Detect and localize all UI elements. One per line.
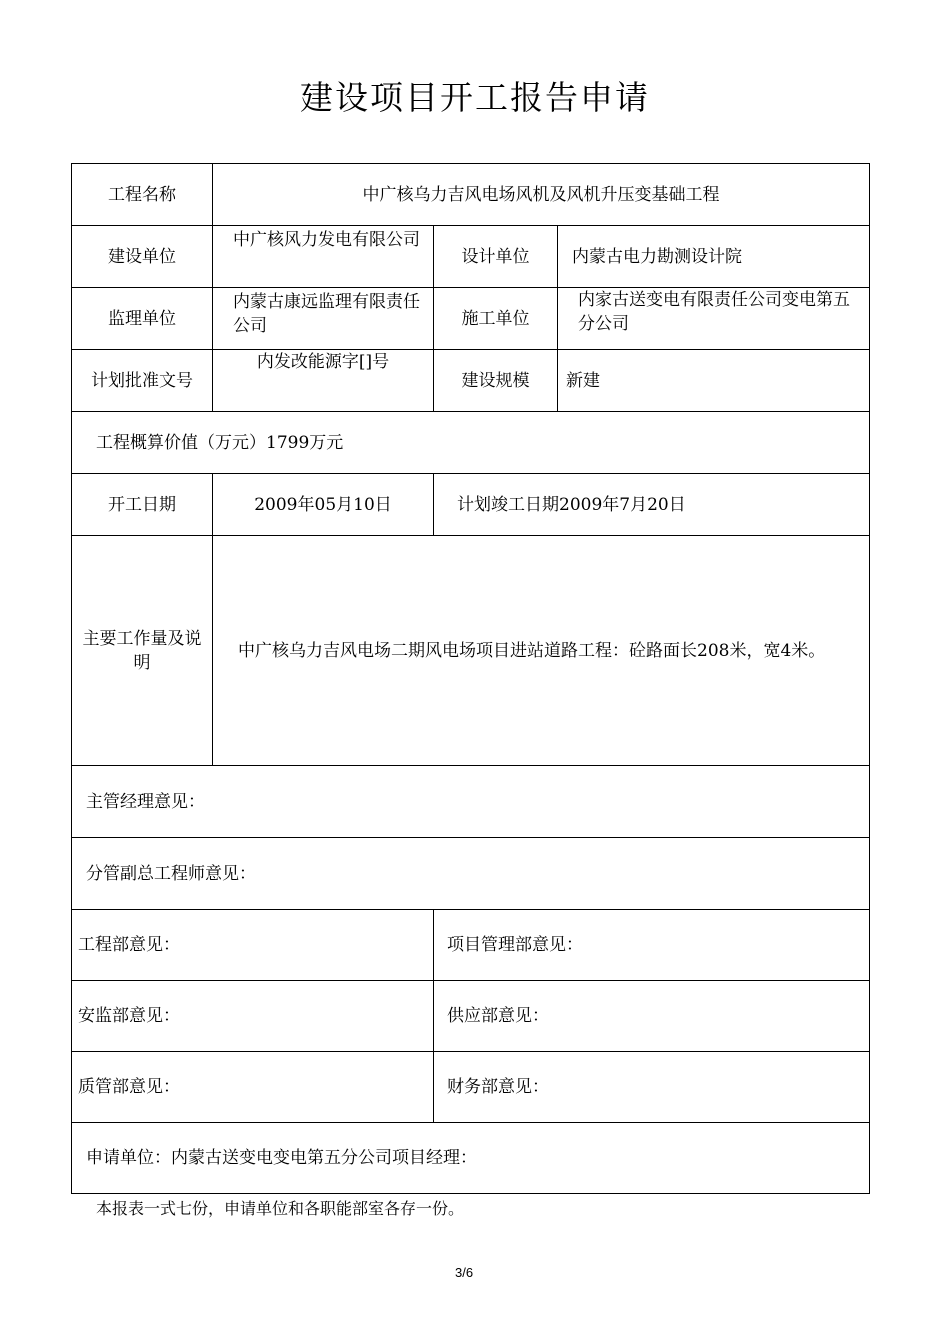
application-form-table bbox=[71, 163, 870, 1194]
start-date-label: 开工日期 bbox=[72, 474, 213, 536]
engineering-dept-opinion: 工程部意见： bbox=[72, 910, 434, 981]
page-number: 3/6 bbox=[455, 1265, 474, 1280]
designer-value: 内蒙古电力勘测设计院 bbox=[558, 226, 869, 288]
owner-value: 中广核风力发电有限公司 bbox=[213, 226, 434, 288]
designer-label: 设计单位 bbox=[434, 226, 558, 288]
chief-engineer-opinion: 分管副总工程师意见： bbox=[72, 838, 869, 910]
supervisor-value: 内蒙古康远监理有限责任公司 bbox=[213, 288, 434, 350]
footnote: 本报表一式七份，申请单位和各职能部室各存一份。 bbox=[96, 1199, 465, 1218]
supply-dept-opinion: 供应部意见： bbox=[434, 981, 869, 1052]
manager-opinion: 主管经理意见： bbox=[72, 766, 869, 838]
contractor-value: 内家古送变电有限责任公司变电第五分公司 bbox=[558, 288, 869, 350]
supervisor-label: 监理单位 bbox=[72, 288, 213, 350]
start-date-value: 2009年05月10日 bbox=[213, 474, 434, 536]
scale-value: 新建 bbox=[558, 350, 869, 412]
finish-date-value: 计划竣工日期2009年7月20日 bbox=[434, 474, 869, 536]
work-label: 主要工作量及说明 bbox=[72, 536, 213, 766]
work-description: 中广核乌力吉风电场二期风电场项目进站道路工程：砼路面长208米，宽4米。 bbox=[213, 536, 869, 766]
safety-dept-opinion: 安监部意见： bbox=[72, 981, 434, 1052]
owner-label: 建设单位 bbox=[72, 226, 213, 288]
contractor-label: 施工单位 bbox=[434, 288, 558, 350]
applicant-row: 申请单位：内蒙古送变电变电第五分公司项目经理： bbox=[86, 1148, 477, 1168]
project-name-value: 中广核乌力吉风电场风机及风机升压变基础工程 bbox=[213, 164, 869, 226]
approval-value: 内发改能源字[]号 bbox=[213, 350, 434, 412]
finance-dept-opinion: 财务部意见： bbox=[434, 1052, 869, 1123]
budget-value: 工程概算价值（万元）1799万元 bbox=[72, 412, 869, 474]
quality-dept-opinion: 质管部意见： bbox=[72, 1052, 434, 1123]
approval-label: 计划批准文号 bbox=[72, 350, 213, 412]
page-title: 建设项目开工报告申请 bbox=[300, 78, 650, 117]
project-name-label: 工程名称 bbox=[72, 164, 213, 226]
scale-label: 建设规模 bbox=[434, 350, 558, 412]
project-mgmt-dept-opinion: 项目管理部意见： bbox=[434, 910, 869, 981]
